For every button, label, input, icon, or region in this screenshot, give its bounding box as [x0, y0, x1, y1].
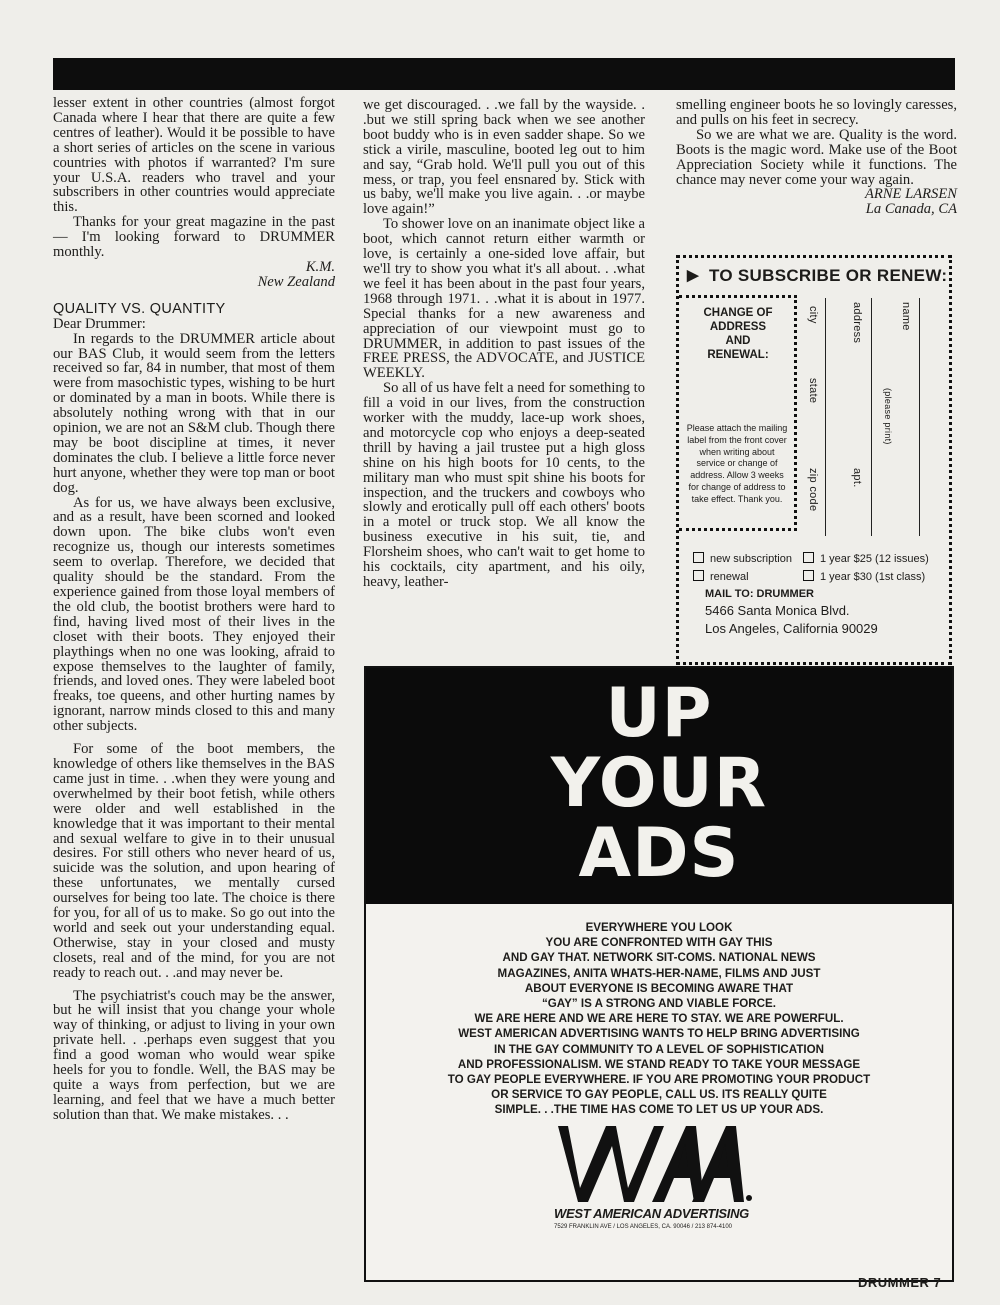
headline-line: ADS [578, 814, 740, 893]
ad-copy-line: AND GAY THAT. NETWORK SIT-COMS. NATIONAL NEWS [502, 951, 816, 965]
zip-code-label: zip code [807, 468, 819, 512]
ad-copy-line: AND PROFESSIONALISM. WE STAND READY TO TAKE YOUR MESSAGE [457, 1057, 861, 1071]
paragraph: So we are what we are. Quality is the word. Boots is the magic word. Make use of the Boot Appreciation Society while it functions. The chance may never come your way again. [676, 126, 957, 188]
signature-name: ARNE LARSEN [864, 186, 957, 203]
city-label: city [807, 306, 819, 324]
option-label: renewal [710, 571, 749, 583]
ad-copy-line: WE ARE HERE AND WE ARE HERE TO STAY. WE ARE POWERFUL. [474, 1012, 844, 1026]
heading-line: RENEWAL: [707, 349, 769, 361]
address-label: address [851, 302, 863, 344]
paragraph: For some of the boot members, the knowledge of others like themselves in the BAS came just in time. . .when they were young and overwhelmed by their boot fetish, while others were older and well established in the knowledge that it was important to their mental and sexual welfare to give in to their unusual desires. For still others who never heard of us, suicide was the solution, and upon hearing of these unfortunates, we mentally cursed ourselves for being too late. The choice is there for you, for all of us to make. So go out into the world and seek out your understanding equal. Otherwise, stay in your closed and musty closets, real and of the mind, for you are not ready to reach out. . .and may never be. [53, 741, 335, 981]
signature-place: New Zealand [257, 273, 335, 290]
heading-line: CHANGE OF [703, 307, 773, 319]
ad-copy-line: MAGAZINES, ANITA WHATS-HER-NAME, FILMS AND JUST [497, 966, 821, 980]
signature-place: La Canada, CA [865, 201, 957, 218]
advertisement [364, 666, 954, 1282]
paragraph: Thanks for your great magazine in the past — I'm looking forward to DRUMMER monthly. [53, 214, 335, 261]
ad-copy-line: TO GAY PEOPLE EVERYWHERE. IF YOU ARE PROMOTING YOUR PRODUCT [447, 1073, 871, 1087]
city-field[interactable] [825, 298, 826, 536]
ad-headline-panel [366, 668, 952, 904]
paragraph: The psychiatrist's couch may be the answer, but he will insist that you change your whole way of thinking, or adjust to living in your own private hell. . .perhaps even suggest that you find a good woman who would wear spike heels for you to fondle. Well, the BAS may be quite a ways from perfection, but we are learning, and feel that we have a much better solution than that. We make mistakes. . . [53, 987, 335, 1123]
mail-to-label: MAIL TO: DRUMMER [705, 588, 814, 600]
headline-line: YOUR [550, 744, 768, 823]
heading-line: AND [725, 335, 751, 347]
change-of-address-box [679, 295, 797, 531]
option-renewal[interactable] [693, 570, 749, 583]
paragraph: To shower love on an inanimate object like a boot, which cannot return either warmth or love, is certainly a one-sided love affair, but we'll try to show you what it's all about. . .what we feel it has been about in the past four years, 1968 through 1971. . .what it is about in 1977. Special thanks for a new awareness and appreciation of our viewpoint must go to DRUMMER, in addition to past issues of the FREE PRESS, the ADVOCATE, and JUSTICE WEEKLY. [363, 216, 645, 382]
mail-city: Los Angeles, California 90029 [705, 621, 878, 636]
paragraph: So all of us have felt a need for something to fill a void in our lives, from the construction worker with the muddy, lace-up work shoes, and motorcycle cop who enjoys a deep-seated thrill by having a jail trustee put a high gloss shine on his high boots for 10 cents, to the military man who must spit shine his boots for inspection, and the truckers and cowboys who slowly and erotically pull off each others' boots in a motel or truck stop. We all know the business executive in his suit, tie, and Florsheim shoes, who can't wait to get home to his cocktails, city apartment, and his oily, heavy, leather- [363, 380, 645, 590]
header-bar [53, 58, 955, 90]
column-1 [53, 96, 335, 1123]
column-2 [363, 98, 645, 590]
checkbox[interactable] [693, 552, 704, 563]
state-label: state [807, 378, 819, 404]
option-label: 1 year $30 (1st class) [820, 571, 926, 583]
column-3 [676, 98, 957, 217]
paragraph: we get discouraged. . .we fall by the wayside. . .but we still spring back when we see another boot buddy who is in even sadder shape. So we stick a virile, masculine, booted leg out to him and say, “Grab hold. We'll pull you out of this mess, or trap, you feel ensnared by. Stick with us baby, we'll make you live again. . .or maybe love again!” [363, 97, 645, 218]
option-1-year-1st-class[interactable] [803, 570, 925, 583]
subscribe-title [687, 266, 948, 286]
checkbox[interactable] [803, 552, 814, 563]
paragraph: As for us, we have always been exclusive, and as a result, have been scorned and looked down upon. The bike clubs won't even recognize us, though our interests sometimes seem to overlap. Therefore, we decided that quality should be the standard. From the experience gained from those loyal members of the old club, the bootist brothers were hard to find, having lived most of their lives in the closet with their boots. They enjoyed their playthings when no one was looking, afraid to expose themselves to the laughter of family, friends, and loved ones. They were labeled boot freaks, toe queens, and other hurting names by ignorant, narrow minds closed to this and many other subjects. [53, 494, 335, 735]
address-field[interactable] [871, 298, 872, 536]
option-1-year-12-issues[interactable] [803, 552, 929, 565]
change-of-address-heading [679, 306, 797, 362]
heading-line: ADDRESS [709, 321, 767, 333]
paragraph: In regards to the DRUMMER article about our BAS Club, it would seem from the letters received so far, 84 in number, that most of them were from masochistic types, wishing to be hurt or dominated by a man in boots. While there is absolutely nothing wrong with that in our opinion, we are not an S&M club. Though there may be boot discipline at times, it never dominates the club. I believe a little force never hurt anyone, whether they were top man or boot dog. [53, 330, 335, 496]
option-label: 1 year $25 (12 issues) [820, 553, 929, 565]
ad-copy [396, 920, 922, 1118]
brand-name: WEST AMERICAN ADVERTISING [554, 1206, 749, 1221]
brand-address: 7529 FRANKLIN AVE / LOS ANGELES, CA. 90046 / 213 874-4100 [554, 1224, 732, 1230]
ad-copy-line: YOU ARE CONFRONTED WITH GAY THIS [545, 936, 773, 950]
option-new-subscription[interactable] [693, 552, 792, 565]
ad-copy-line: OR SERVICE TO GAY PEOPLE, CALL US. ITS REALLY QUITE [491, 1088, 827, 1102]
ad-copy-line: ABOUT EVERYONE IS BECOMING AWARE THAT [524, 981, 794, 995]
signature-name: K.M. [305, 258, 335, 275]
change-of-address-instructions: Please attach the mailing label from the front cover when writing about service or change of address. Allow 3 weeks for change of address to take effect. Thank you. [686, 423, 788, 504]
salutation: Dear Drummer: [53, 315, 146, 332]
subscribe-title-text: TO SUBSCRIBE OR RENEW: [709, 266, 948, 285]
please-print-note: (please print) [883, 388, 893, 445]
subscribe-form [676, 255, 952, 665]
ad-copy-line: SIMPLE. . .THE TIME HAS COME TO LET US UP YOUR ADS. [494, 1103, 824, 1117]
waa-logo [554, 1118, 754, 1208]
paragraph: lesser extent in other countries (almost forgot Canada where I hear that there are quite a few centres of leather). Would it be possible to have a short series of articles on the scene in various countries with photos if warranted? I'm sure your U.S.A. readers who travel and your subscribers in other countries would appreciate this. [53, 95, 335, 216]
ad-copy-line: IN THE GAY COMMUNITY TO A LEVEL OF SOPHISTICATION [493, 1042, 825, 1056]
letter-heading: QUALITY VS. QUANTITY [53, 300, 226, 317]
apt-label: apt. [851, 468, 863, 488]
ad-copy-line: “GAY” IS A STRONG AND VIABLE FORCE. [541, 997, 777, 1011]
arrow-right-icon: ▶ [687, 267, 699, 284]
option-label: new subscription [710, 553, 792, 565]
ad-copy-line: WEST AMERICAN ADVERTISING WANTS TO HELP BRING ADVERTISING [458, 1027, 860, 1041]
checkbox[interactable] [803, 570, 814, 581]
checkbox[interactable] [693, 570, 704, 581]
name-field[interactable] [919, 298, 920, 536]
page-folio: DRUMMER 7 [858, 1275, 942, 1290]
ad-copy-line: EVERYWHERE YOU LOOK [585, 921, 733, 934]
mail-street: 5466 Santa Monica Blvd. [705, 603, 850, 618]
paragraph: smelling engineer boots he so lovingly caresses, and pulls on his feet in secrecy. [676, 97, 957, 128]
name-label: name [900, 302, 912, 331]
headline-line: UP [605, 674, 713, 753]
